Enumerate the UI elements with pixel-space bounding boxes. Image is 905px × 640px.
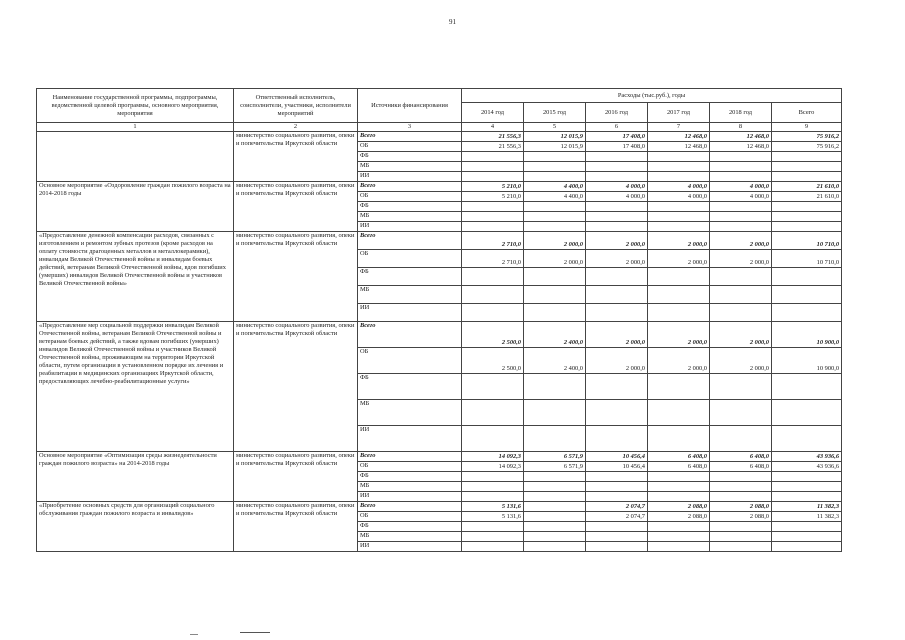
amount-cell [772,532,842,542]
amount-cell [772,222,842,232]
funding-source: МБ [358,482,462,492]
funding-source: Всего [358,182,462,192]
amount-cell [648,222,710,232]
header-expenses: Расходы (тыс.руб.), годы [462,89,842,103]
program-name: «Предоставление денежной компенсации расходов, связанных с изготовлением и ремонтом зубных протезов (кроме расходов на оплату стоимости драгоценных металлов и металлокерамики), инвалидам Великой Отечественной войны и инвалидам боевых действий, ветеранам Великой Отечественной войны, вдов погибших (умерших) инвалидов Великой Отечественной войны и участников Великой Отечественной войны» [37,232,234,322]
amount-cell: 2 500,0 [462,322,524,348]
header-year: 2014 год [462,103,524,123]
amount-cell: 21 610,0 [772,182,842,192]
funding-source: ОБ [358,192,462,202]
executor: министерство социального развития, опеки и попечительства Иркутской области [234,182,358,232]
amount-cell: 2 000,0 [710,250,772,268]
amount-cell: 2 000,0 [648,232,710,250]
page-number: 91 [449,18,456,26]
amount-cell [648,304,710,322]
amount-cell: 12 468,0 [648,132,710,142]
funding-source: ФБ [358,522,462,532]
amount-cell [648,268,710,286]
amount-cell: 2 000,0 [586,250,648,268]
funding-source: ИИ [358,222,462,232]
amount-cell [524,482,586,492]
amount-cell [710,400,772,426]
program-name [37,132,234,182]
amount-cell: 4 000,0 [648,182,710,192]
scan-artifact [190,634,198,635]
amount-cell: 5 210,0 [462,192,524,202]
scan-artifact [240,632,270,633]
amount-cell [462,162,524,172]
amount-cell: 2 000,0 [710,232,772,250]
amount-cell: 10 900,0 [772,348,842,374]
amount-cell: 4 000,0 [648,192,710,202]
amount-cell [462,286,524,304]
funding-source: ФБ [358,152,462,162]
column-index: 1 [37,123,234,132]
funding-source: ИИ [358,304,462,322]
amount-cell: 4 000,0 [586,182,648,192]
amount-cell [462,426,524,452]
amount-cell [586,172,648,182]
amount-cell [524,492,586,502]
amount-cell: 2 088,0 [648,512,710,522]
amount-cell [648,482,710,492]
funding-source: ФБ [358,268,462,286]
funding-source: Всего [358,232,462,250]
table-row [37,502,842,512]
funding-source: ОБ [358,462,462,472]
amount-cell [462,542,524,552]
amount-cell [710,542,772,552]
amount-cell [524,202,586,212]
column-index: 6 [586,123,648,132]
table-header [37,89,842,132]
amount-cell: 10 456,4 [586,452,648,462]
amount-cell: 12 015,9 [524,142,586,152]
amount-cell [710,426,772,452]
amount-cell: 17 408,0 [586,142,648,152]
funding-source: ИИ [358,542,462,552]
amount-cell [524,512,586,522]
amount-cell [524,400,586,426]
amount-cell [648,522,710,532]
amount-cell [462,400,524,426]
amount-cell: 6 571,9 [524,452,586,462]
amount-cell [772,268,842,286]
amount-cell [524,152,586,162]
table-row [37,452,842,462]
funding-source: ОБ [358,142,462,152]
amount-cell [772,472,842,482]
amount-cell [462,492,524,502]
amount-cell [710,152,772,162]
amount-cell [524,212,586,222]
amount-cell: 2 000,0 [648,348,710,374]
amount-cell [524,502,586,512]
amount-cell: 2 710,0 [462,250,524,268]
amount-cell [586,268,648,286]
program-name: Основное мероприятие «Оздоровление граждан пожилого возраста на 2014-2018 годы [37,182,234,232]
amount-cell [648,374,710,400]
amount-cell: 5 131,6 [462,502,524,512]
funding-source: ИИ [358,492,462,502]
amount-cell: 43 936,6 [772,452,842,462]
funding-source: ФБ [358,374,462,400]
amount-cell: 2 000,0 [524,250,586,268]
amount-cell [772,212,842,222]
amount-cell [586,492,648,502]
amount-cell: 75 916,2 [772,132,842,142]
amount-cell [524,374,586,400]
amount-cell: 6 408,0 [710,462,772,472]
amount-cell [586,400,648,426]
amount-cell: 17 408,0 [586,132,648,142]
amount-cell [648,400,710,426]
amount-cell: 2 000,0 [586,322,648,348]
amount-cell: 10 710,0 [772,250,842,268]
header-name: Наименование государственной программы, подпрограммы, ведомственной целевой программы, основного мероприятия, мероприятия [37,89,234,123]
amount-cell [772,542,842,552]
executor: министерство социального развития, опеки и попечительства Иркутской области [234,232,358,322]
funding-source: Всего [358,132,462,142]
header-year: 2018 год [710,103,772,123]
funding-source: МБ [358,286,462,304]
amount-cell [586,202,648,212]
amount-cell [710,162,772,172]
amount-cell [772,162,842,172]
amount-cell [524,268,586,286]
amount-cell [586,472,648,482]
amount-cell [462,472,524,482]
funding-source: МБ [358,532,462,542]
amount-cell [648,152,710,162]
amount-cell: 12 468,0 [648,142,710,152]
program-name: «Предоставление мер социальной поддержки инвалидам Великой Отечественной войны, ветеранам Великой Отечественной войны и ветеранам боевых действий, а также вдовам погибших (умерших) инвалидов Великой Отечественной войны и участников Великой Отечественной войны, проживающим на территории Иркутской области, путем организации в установленном порядке их лечения и реабилитации в медицинских организациях Иркутской области, предоставляющих лечебно-реабилитационные услуги» [37,322,234,452]
executor: министерство социального развития, опеки и попечительства Иркутской области [234,132,358,182]
amount-cell [462,202,524,212]
amount-cell: 2 074,7 [586,512,648,522]
amount-cell: 2 000,0 [586,232,648,250]
expenses-table [36,88,842,552]
amount-cell [462,374,524,400]
amount-cell [462,172,524,182]
amount-cell [772,400,842,426]
funding-source: ОБ [358,348,462,374]
amount-cell [648,542,710,552]
amount-cell [772,172,842,182]
header-year: 2015 год [524,103,586,123]
funding-source: МБ [358,162,462,172]
amount-cell [648,212,710,222]
table-row [37,322,842,348]
amount-cell [524,522,586,532]
amount-cell [524,162,586,172]
funding-source: Всего [358,452,462,462]
amount-cell [586,426,648,452]
amount-cell: 21 610,0 [772,192,842,202]
funding-source: ИИ [358,426,462,452]
amount-cell: 21 556,3 [462,142,524,152]
amount-cell: 2 000,0 [586,348,648,374]
amount-cell [586,152,648,162]
amount-cell: 2 000,0 [524,232,586,250]
column-index: 2 [234,123,358,132]
amount-cell [586,212,648,222]
column-index: 5 [524,123,586,132]
amount-cell [710,482,772,492]
header-source: Источники финансирования [358,89,462,123]
header-executor: Ответственный исполнитель, соисполнители, участники, исполнители мероприятий [234,89,358,123]
amount-cell [648,426,710,452]
amount-cell: 2 000,0 [710,322,772,348]
column-index: 7 [648,123,710,132]
amount-cell: 2 088,0 [710,512,772,522]
amount-cell [462,304,524,322]
amount-cell [710,472,772,482]
funding-source: ФБ [358,472,462,482]
executor: министерство социального развития, опеки и попечительства Иркутской области [234,452,358,502]
column-index: 4 [462,123,524,132]
amount-cell [648,162,710,172]
amount-cell: 4 000,0 [586,192,648,202]
amount-cell [524,426,586,452]
column-index: 9 [772,123,842,132]
funding-source: МБ [358,212,462,222]
amount-cell [462,152,524,162]
amount-cell: 12 468,0 [710,142,772,152]
column-index: 8 [710,123,772,132]
amount-cell: 6 408,0 [710,452,772,462]
amount-cell: 2 400,0 [524,348,586,374]
amount-cell: 5 210,0 [462,182,524,192]
amount-cell [586,542,648,552]
amount-cell [524,472,586,482]
executor: министерство социального развития, опеки и попечительства Иркутской области [234,322,358,452]
amount-cell [772,152,842,162]
amount-cell [524,304,586,322]
amount-cell [586,374,648,400]
amount-cell [586,482,648,492]
amount-cell: 2 074,7 [586,502,648,512]
funding-source: МБ [358,400,462,426]
amount-cell: 11 382,3 [772,512,842,522]
amount-cell [524,172,586,182]
amount-cell [710,212,772,222]
funding-source: ОБ [358,512,462,522]
table-row [37,132,842,142]
amount-cell: 14 092,3 [462,462,524,472]
header-year: 2017 год [648,103,710,123]
amount-cell: 21 556,3 [462,132,524,142]
amount-cell: 4 400,0 [524,182,586,192]
amount-cell [772,286,842,304]
amount-cell [710,172,772,182]
amount-cell: 2 000,0 [648,250,710,268]
amount-cell [772,304,842,322]
amount-cell [648,286,710,304]
amount-cell [648,492,710,502]
amount-cell [586,286,648,304]
amount-cell [772,482,842,492]
amount-cell [524,222,586,232]
table-body [37,132,842,552]
amount-cell: 4 000,0 [710,192,772,202]
amount-cell [772,522,842,532]
amount-cell: 14 092,3 [462,452,524,462]
funding-source: Всего [358,502,462,512]
amount-cell [648,472,710,482]
amount-cell: 2 088,0 [710,502,772,512]
amount-cell [586,222,648,232]
amount-cell [524,542,586,552]
amount-cell [710,374,772,400]
amount-cell: 10 900,0 [772,322,842,348]
amount-cell [586,532,648,542]
column-index: 3 [358,123,462,132]
amount-cell [586,304,648,322]
amount-cell [710,304,772,322]
amount-cell: 43 936,6 [772,462,842,472]
amount-cell [710,492,772,502]
funding-source: ИИ [358,172,462,182]
amount-cell: 6 408,0 [648,452,710,462]
program-name: Основное мероприятие «Оптимизация среды жизнедеятельности граждан пожилого возраста» на 2014-2018 годы [37,452,234,502]
funding-source: Всего [358,322,462,348]
table-row [37,232,842,250]
amount-cell [710,286,772,304]
amount-cell [462,532,524,542]
amount-cell [772,202,842,212]
amount-cell [462,212,524,222]
amount-cell: 5 131,6 [462,512,524,522]
amount-cell [462,222,524,232]
amount-cell: 2 088,0 [648,502,710,512]
amount-cell [586,522,648,532]
executor: министерство социального развития, опеки и попечительства Иркутской области [234,502,358,552]
table-row [37,182,842,192]
amount-cell: 12 468,0 [710,132,772,142]
amount-cell: 2 000,0 [648,322,710,348]
amount-cell [772,492,842,502]
amount-cell [462,482,524,492]
amount-cell: 75 916,2 [772,142,842,152]
amount-cell: 12 015,9 [524,132,586,142]
amount-cell [524,532,586,542]
header-year: Всего [772,103,842,123]
amount-cell: 2 000,0 [710,348,772,374]
amount-cell [524,286,586,304]
amount-cell: 2 710,0 [462,232,524,250]
amount-cell: 4 000,0 [710,182,772,192]
amount-cell: 10 710,0 [772,232,842,250]
funding-source: ФБ [358,202,462,212]
amount-cell [710,268,772,286]
funding-source: ОБ [358,250,462,268]
amount-cell [586,162,648,172]
amount-cell: 11 382,3 [772,502,842,512]
amount-cell [772,374,842,400]
amount-cell: 4 400,0 [524,192,586,202]
amount-cell: 2 500,0 [462,348,524,374]
amount-cell [772,426,842,452]
amount-cell: 6 571,9 [524,462,586,472]
program-name: «Приобретение основных средств для организаций социального обслуживания граждан пожилого возраста и инвалидов» [37,502,234,552]
amount-cell [462,522,524,532]
amount-cell [710,532,772,542]
amount-cell: 10 456,4 [586,462,648,472]
amount-cell [710,222,772,232]
amount-cell [462,268,524,286]
header-year: 2016 год [586,103,648,123]
amount-cell [648,202,710,212]
amount-cell [710,522,772,532]
amount-cell [710,202,772,212]
amount-cell: 2 400,0 [524,322,586,348]
amount-cell: 6 408,0 [648,462,710,472]
amount-cell [648,532,710,542]
amount-cell [648,172,710,182]
